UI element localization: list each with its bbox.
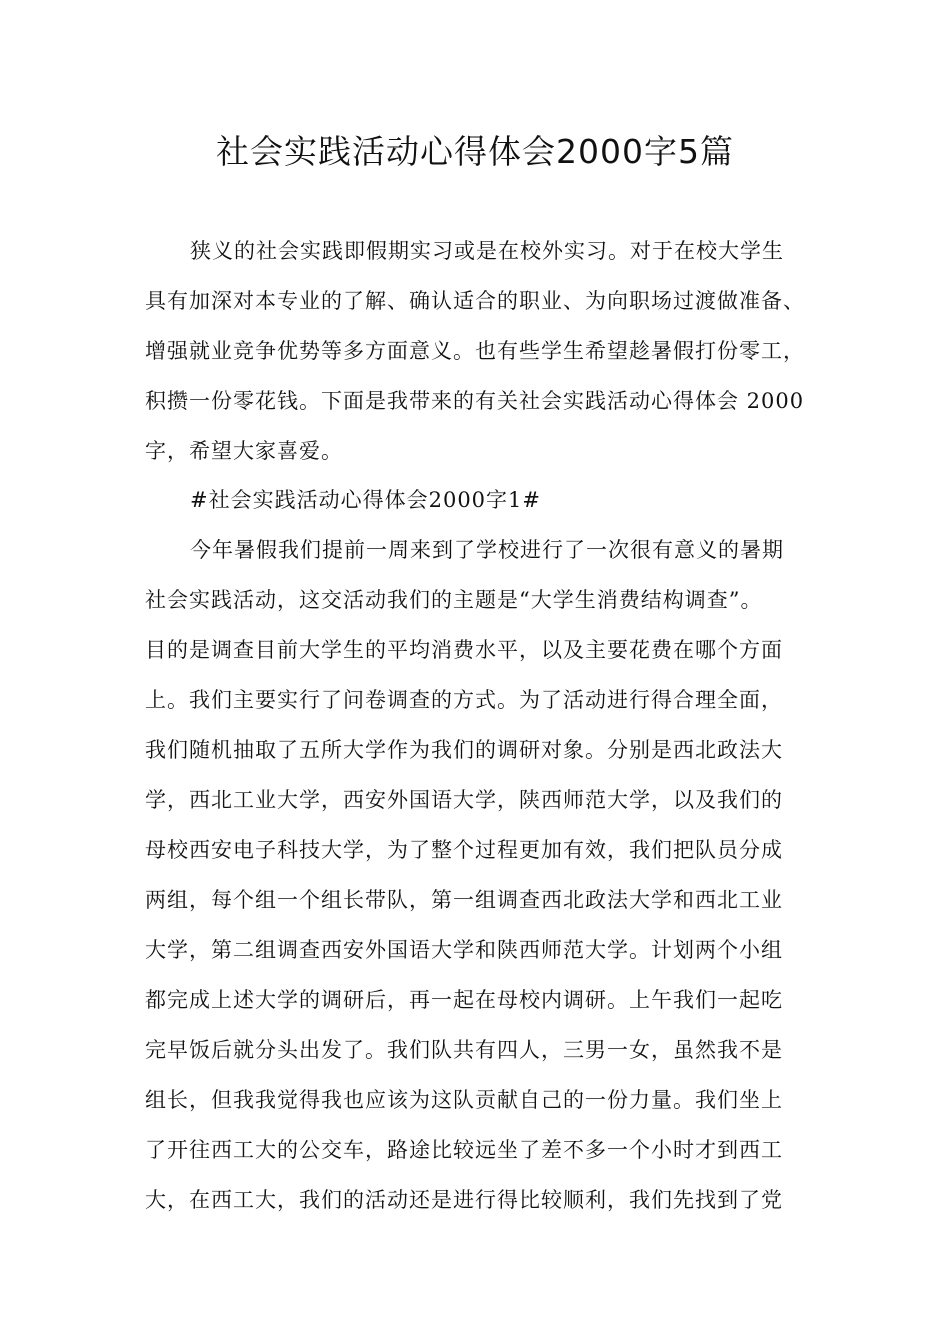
text-line: 我们随机抽取了五所大学作为我们的调研对象。分别是西北政法大 [145,738,783,762]
text-line: 学，西北工业大学，西安外国语大学，陕西师范大学，以及我们的 [145,788,783,812]
text-line: 积攒一份零花钱。下面是我带来的有关社会实践活动心得体会 2000 [145,389,805,413]
text-line: 增强就业竞争优势等多方面意义。也有些学生希望趁暑假打份零工， [145,339,805,363]
text-line: 今年暑假我们提前一周来到了学校进行了一次很有意义的暑期 [190,538,784,562]
text-line: 社会实践活动，这交活动我们的主题是“大学生消费结构调查”。 [145,588,763,612]
text-line: 狭义的社会实践即假期实习或是在校外实习。对于在校大学生 [190,239,784,263]
text-line: 大，在西工大，我们的活动还是进行得比较顺利，我们先找到了党 [145,1188,783,1212]
text-line: 具有加深对本专业的了解、确认适合的职业、为向职场过渡做准备、 [145,289,805,313]
text-line: 大学，第二组调查西安外国语大学和陕西师范大学。计划两个小组 [145,938,783,962]
text-line: 两组，每个组一个组长带队，第一组调查西北政法大学和西北工业 [145,888,783,912]
text-line: 都完成上述大学的调研后，再一起在母校内调研。上午我们一起吃 [145,988,783,1012]
document-title: 社会实践活动心得体会2000字5篇 [216,132,734,171]
text-line: 完早饭后就分头出发了。我们队共有四人，三男一女，虽然我不是 [145,1038,783,1062]
text-line: 字，希望大家喜爱。 [145,439,343,463]
text-line: 了开往西工大的公交车，路途比较远坐了差不多一个小时才到西工 [145,1138,783,1162]
text-line: 母校西安电子科技大学，为了整个过程更加有效，我们把队员分成 [145,838,783,862]
text-line: 组长，但我我觉得我也应该为这队贡献自己的一份力量。我们坐上 [145,1088,783,1112]
text-line: 上。我们主要实行了问卷调查的方式。为了活动进行得合理全面， [145,688,783,712]
text-line: 目的是调查目前大学生的平均消费水平，以及主要花费在哪个方面 [145,638,783,662]
section-heading: #社会实践活动心得体会2000字1# [190,488,541,512]
